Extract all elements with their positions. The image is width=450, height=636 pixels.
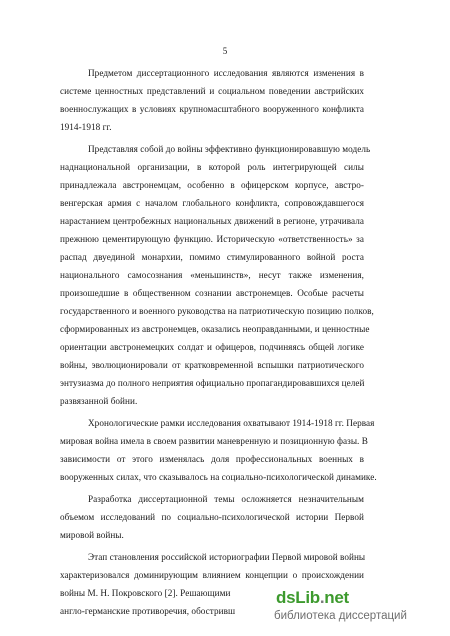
text-line: Этап становления российской историографии Первой мировой войны bbox=[88, 552, 366, 562]
text-line: военнослужащих в условиях крупномасштабного вооруженного конфликта bbox=[60, 104, 364, 114]
watermark-logo-main: dsLib bbox=[276, 588, 320, 607]
text-line: войны М. Н. Покровского [2]. Решающими bbox=[60, 588, 231, 598]
text-line: произошедшие в общественном сознании австронемцев. Особые расчеты bbox=[60, 288, 364, 298]
text-line: развязанной бойни. bbox=[60, 396, 138, 406]
text-line: наднациональной организации, в которой роль интегрирующей силы bbox=[60, 162, 364, 172]
text-line: Предметом диссертационного исследования являются изменения в bbox=[88, 68, 364, 78]
text-line: распад двуединой монархии, помимо стимулированного войной роста bbox=[60, 252, 364, 262]
text-line: ориентации австронемецких солдат и офицеров, подчиняясь общей логике bbox=[60, 342, 364, 352]
text-line: характеризовался доминирующим влиянием концепции о происхождении bbox=[60, 570, 364, 580]
watermark-subtitle: библиотека диссертаций bbox=[274, 610, 407, 622]
text-line: 1914-1918 гг. bbox=[60, 122, 112, 132]
text-line: Представляя собой до войны эффективно функционировавшую модель bbox=[88, 144, 371, 154]
page-number: 5 bbox=[222, 46, 228, 56]
text-line: принадлежала австронемцам, особенно в офицерском корпусе, австро- bbox=[60, 180, 364, 190]
watermark bbox=[268, 582, 450, 636]
text-line: мировая война имела в своем развитии маневренную и позиционную фазы. В bbox=[60, 436, 368, 446]
text-line: сформированных из австронемцев, оказались неоправданными, и ценностные bbox=[60, 324, 370, 334]
text-line: прежнюю цементирующую функцию. Историческую «ответственность» за bbox=[60, 234, 364, 244]
text-line: войны, эволюционировали от кратковременной вспышки патриотического bbox=[60, 360, 364, 370]
text-line: венгерская армия с началом глобального конфликта, сопровождавшегося bbox=[60, 198, 364, 208]
text-line: системе ценностных представлений и социальном поведении австрийских bbox=[60, 86, 364, 96]
text-line: Разработка диссертационной темы осложняется незначительным bbox=[88, 494, 364, 504]
text-line: Хронологические рамки исследования охватывают 1914-1918 гг. Первая bbox=[88, 418, 375, 428]
text-line: объемом исследований по социально-психологической истории Первой bbox=[60, 512, 364, 522]
text-line: англо-германские противоречия, обостривш bbox=[60, 606, 236, 616]
text-line: государственного и военного руководства на патриотическую позицию полков, bbox=[60, 306, 374, 316]
watermark-logo-dot: . bbox=[319, 588, 325, 607]
text-line: национального самосознания «меньшинств», несут также изменения, bbox=[60, 270, 364, 280]
text-line: энтузиазма до полного неприятия официально пропагандировавшихся целей bbox=[60, 378, 365, 388]
watermark-logo bbox=[276, 588, 349, 608]
text-line: нарастанием центробежных национальных движений в регионе, утрачивала bbox=[60, 216, 364, 226]
text-line: вооруженных силах, что сказывалось на социально-психологической динамике. bbox=[60, 472, 377, 482]
watermark-logo-tld: net bbox=[324, 588, 349, 607]
text-line: зависимости от этого изменялась доля профессиональных военных в bbox=[60, 454, 364, 464]
text-line: мировой войны. bbox=[60, 530, 124, 540]
